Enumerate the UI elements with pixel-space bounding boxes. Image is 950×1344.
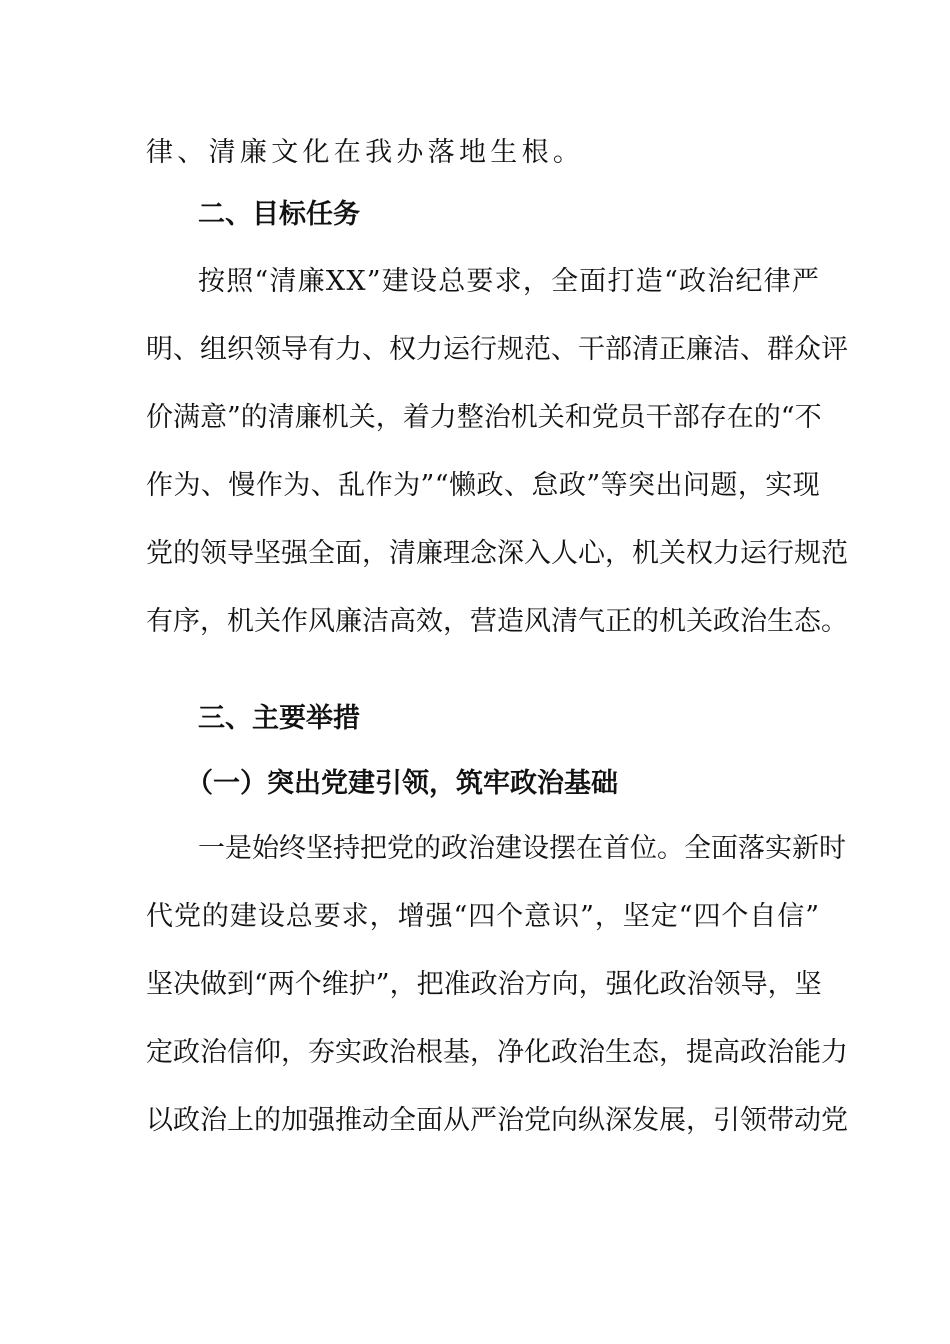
paragraph-line: 以政治上的加强推动全面从严治党向纵深发展，引领带动党 [146, 1105, 848, 1136]
paragraph-line: 律、清廉文化在我办落地生根。 [146, 137, 585, 168]
paragraph-line: 有序，机关作风廉洁高效，营造风清气正的机关政治生态。 [146, 606, 848, 637]
paragraph-line: 价满意”的清廉机关，着力整治机关和党员干部存在的“不 [146, 402, 822, 433]
paragraph-line: 坚决做到“两个维护”，把准政治方向，强化政治领导，坚 [146, 969, 822, 1000]
section-heading: 三、主要举措 [198, 703, 360, 734]
paragraph-line: 代党的建设总要求，增强“四个意识”，坚定“四个自信” [146, 901, 821, 932]
paragraph-line: 定政治信仰，夯实政治根基，净化政治生态，提高政治能力 [146, 1037, 848, 1068]
paragraph-line: 一是始终坚持把党的政治建设摆在首位。全面落实新时 [198, 833, 846, 864]
paragraph-line: 党的领导坚强全面，清廉理念深入人心，机关权力运行规范 [146, 538, 848, 569]
section-heading: 二、目标任务 [198, 199, 360, 230]
sub-section-heading: （一）突出党建引领，筑牢政治基础 [186, 768, 618, 799]
paragraph-line: 按照“清廉XX”建设总要求，全面打造“政治纪律严 [198, 266, 821, 297]
paragraph-line: 明、组织领导有力、权力运行规范、干部清正廉洁、群众评 [146, 334, 848, 365]
paragraph-line: 作为、慢作为、乱作为”“懒政、怠政”等突出问题，实现 [146, 470, 821, 501]
